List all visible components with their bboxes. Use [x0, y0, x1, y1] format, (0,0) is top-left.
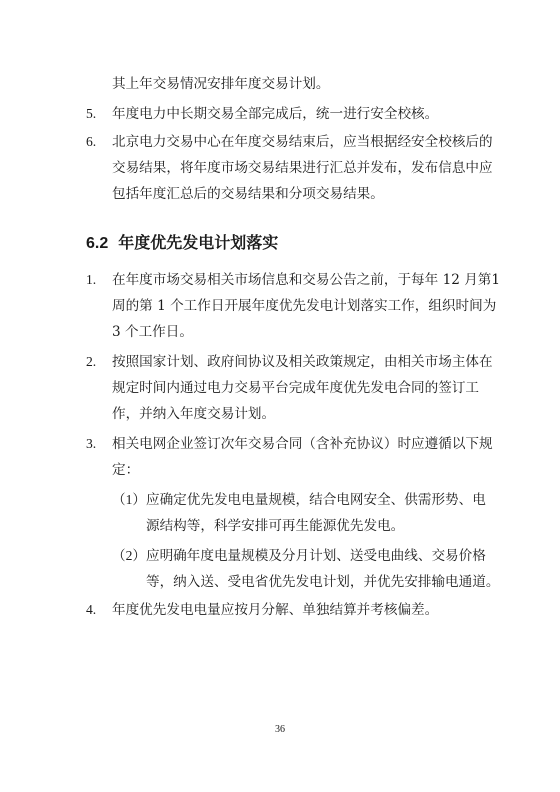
sub-item-text: 应确定优先发电电量规模，结合电网安全、供需形势、电	[146, 492, 486, 508]
list-item-number: 2.	[86, 354, 97, 369]
list-item-text: 规定时间内通过电力交易平台完成年度优先发电合同的签订工	[112, 380, 480, 396]
list-item-text: 作，并纳入年度交易计划。	[112, 406, 276, 422]
sub-item-text: 源结构等，科学安排可再生能源优先发电。	[146, 518, 405, 534]
list-item-text: 北京电力交易中心在年度交易结束后，应当根据经安全校核后的	[112, 134, 493, 150]
list-item-number: 6.	[86, 134, 97, 149]
list-item-number: 4.	[86, 602, 97, 617]
section-number: 6.2	[86, 235, 109, 252]
sub-item-number: （2）	[112, 548, 146, 563]
list-item-text: 包括年度汇总后的交易结果和分项交易结果。	[112, 186, 384, 202]
list-item-text: 按照国家计划、政府间协议及相关政策规定，由相关市场主体在	[112, 354, 493, 370]
page-number: 36	[275, 724, 285, 735]
list-item-text: 周的第 1 个工作日开展年度优先发电计划落实工作，组织时间为	[112, 298, 497, 314]
list-item-text: 在年度市场交易相关市场信息和交易公告之前，于每年 12 月第1	[112, 272, 501, 288]
list-item-text: 交易结果，将年度市场交易结果进行汇总并发布，发布信息中应	[112, 160, 493, 176]
list-item-text: 3 个工作日。	[112, 324, 193, 340]
list-item-number: 5.	[86, 106, 97, 121]
list-item-text: 年度电力中长期交易全部完成后，统一进行安全校核。	[112, 106, 439, 122]
sub-item-number: （1）	[112, 492, 146, 507]
list-item-number: 3.	[86, 436, 97, 451]
list-item-text: 年度优先发电电量应按月分解、单独结算并考核偏差。	[112, 602, 439, 618]
section-title: 年度优先发电计划落实	[118, 233, 279, 252]
list-item-text: 相关电网企业签订次年交易合同（含补充协议）时应遵循以下规	[112, 436, 493, 452]
section-heading	[86, 230, 278, 253]
sub-item-text: 等，纳入送、受电省优先发电计划，并优先安排输电通道。	[146, 574, 500, 590]
list-item-number: 1.	[86, 272, 97, 287]
list-item-text: 定：	[112, 462, 140, 478]
carry-over-line: 其上年交易情况安排年度交易计划。	[112, 76, 330, 92]
sub-item-text: 应明确年度电量规模及分月计划、送受电曲线、交易价格	[146, 548, 486, 564]
